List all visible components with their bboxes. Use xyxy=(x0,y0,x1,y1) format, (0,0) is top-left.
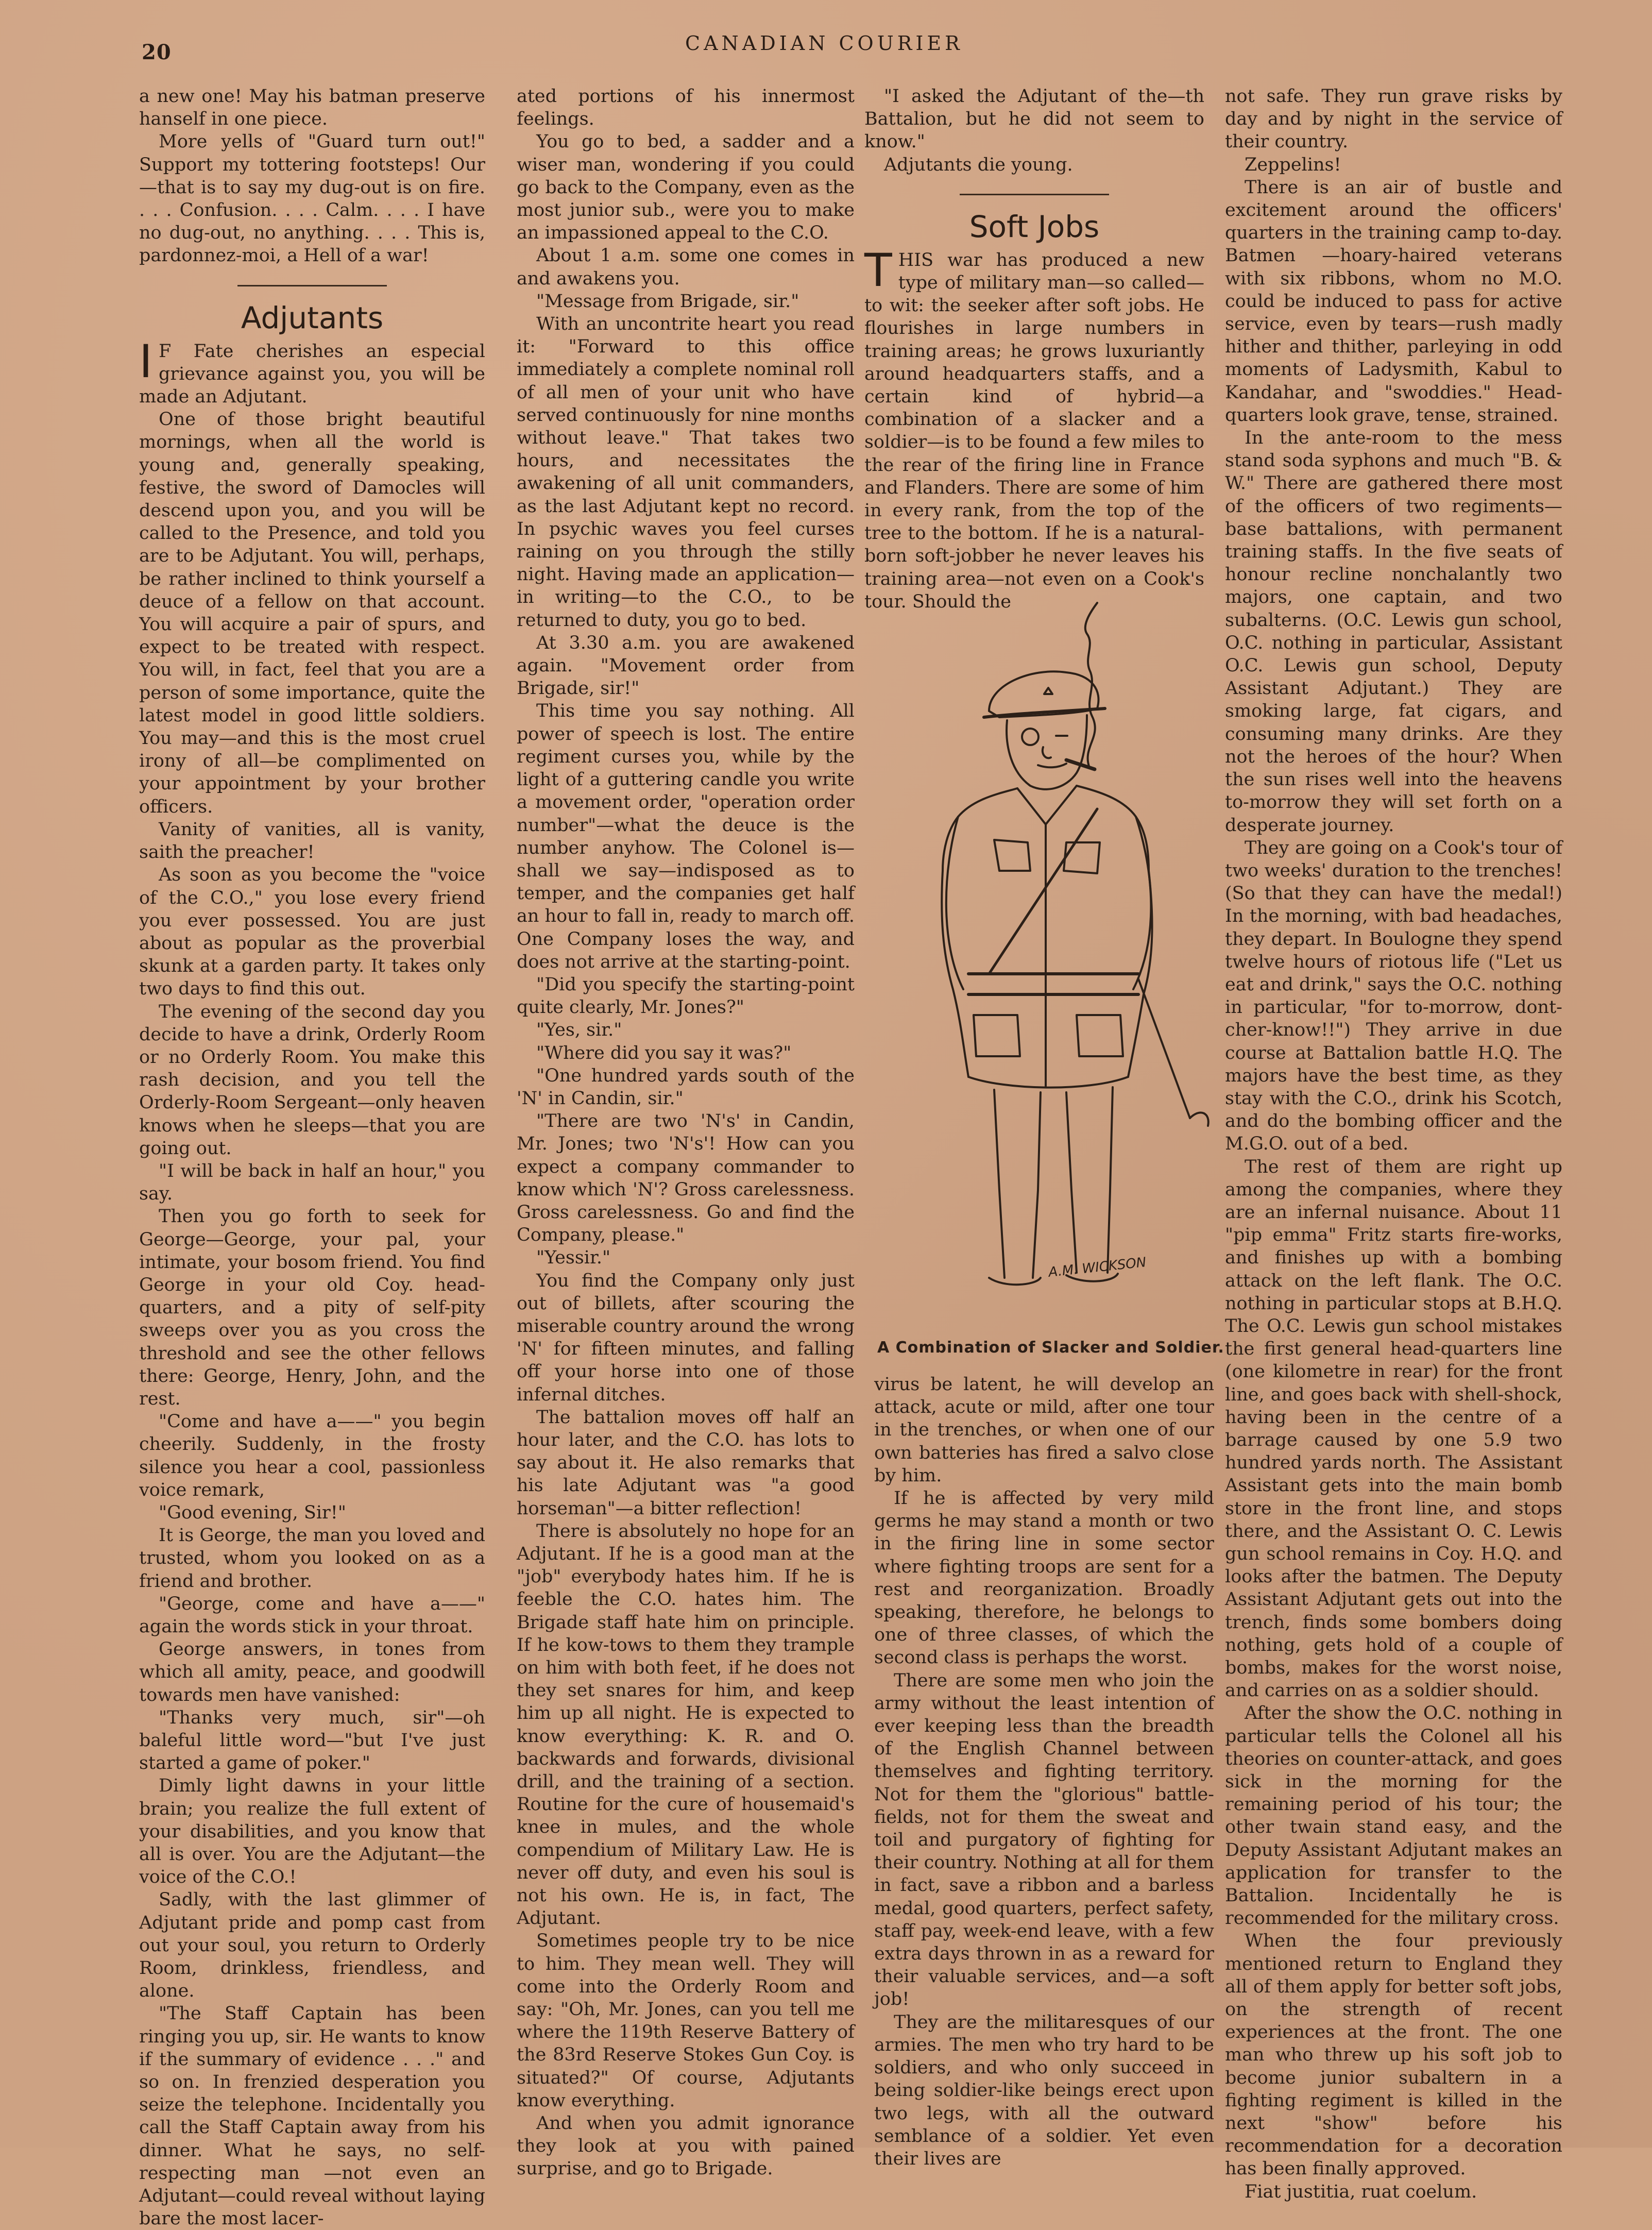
paragraph: "One hundred yards south of the 'N' in Candin, sir." xyxy=(517,1065,855,1109)
soft-jobs-heading: Soft Jobs xyxy=(969,209,1100,244)
paragraph: "I asked the Adjutant of the—th Battalion, but he did not seem to know." xyxy=(864,86,1204,153)
paragraph: More yells of "Guard turn out!" Support my tottering footsteps! Our —that is to say my dug-out is on fire. . . . Confusion. . . . Calm. . . . I have no dug-out, no anything. . . . This is, pardonnez-moi, a Hell of a war! xyxy=(139,131,485,266)
paragraph: a new one! May his batman preserve hanself in one piece. xyxy=(139,86,485,130)
paragraph: Sadly, with the last glimmer of Adjutant pride and pomp cast from out your soul, you return to Orderly Room, drinkless, friendless, and alone. xyxy=(139,1889,485,2002)
paragraph: You find the Company only just out of billets, after scouring the miserable country around the wrong 'N' for fifteen minutes, and falling off your horse into one of those infernal ditches. xyxy=(517,1270,855,1405)
paragraph: "Message from Brigade, sir." xyxy=(536,291,799,312)
col1-intro xyxy=(139,85,485,267)
paragraph: George answers, in tones from which all amity, peace, and goodwill towards men have vanished: xyxy=(139,1639,485,1705)
column-3-bottom xyxy=(874,1373,1214,2170)
column-4 xyxy=(1225,85,1562,2203)
paragraph: The battalion moves off half an hour later, and the C.O. has lots to say about it. He also remarks that his late Adjutant was "a good horseman"—a bitter reflection! xyxy=(517,1407,855,1519)
paragraph: When the four previously mentioned return to England they all of them apply for better soft jobs, on the strength of recent experiences at the front. The one man who threw up his soft job to become junior subaltern in a fighting regiment is killed in the next "show" before his recommendation for a decoration has been finally approved. xyxy=(1225,1931,1562,2180)
column-2 xyxy=(517,85,855,2181)
adjutants-body xyxy=(139,408,485,2230)
paragraph: Vanity of vanities, all is vanity, saith the preacher! xyxy=(139,819,485,863)
paragraph: There is an air of bustle and excitement around the officers' quarters in the training camp to-day. Batmen —hoary-haired veterans with six ribbons, whom no M.O. could be induced to pass for active service, even by tears—rush madly hither and thither, parleying in odd moments of Ladysmith, Kabul to Kandahar, and "swoddies." Head-quarters look grave, tense, strained. xyxy=(1225,177,1562,426)
paragraph: With an uncontrite heart you read it: "Forward to this office immediately a complete nominal roll of all men of your unit who have served continuously for nine months without leave." That takes two hours, and necessitates the awakening of all unit commanders, as the last Adjutant kept no record. In psychic waves you feel curses raining on you through the stilly night. Having made an application—in writing—to the C.O., to be returned to duty, you go to bed. xyxy=(517,314,855,631)
paragraph: This time you say nothing. All power of speech is lost. The entire regiment curses you, while by the light of a guttering candle you write a movement order, "operation order number"—what the deuce is the number anyhow. The Colonel is—shall we say—indisposed as to temper, and the companies get half an hour to fall in, ready to march off. One Company loses the way, and does not arrive at the starting-point. xyxy=(517,701,855,972)
section-divider xyxy=(237,285,387,286)
paragraph: "I will be back in half an hour," you say. xyxy=(139,1160,485,1205)
paragraph: You go to bed, a sadder and a wiser man, wondering if you could go back to the Company, even as the most junior sub., were you to make an impassioned appeal to the C.O. xyxy=(517,131,855,244)
paragraph: One of those bright beautiful mornings, when all the world is young and, generally speaking, festive, the sword of Damocles will descend upon you, and you will be called to the Presence, and told you are to be Adjutant. You will, perhaps, be rather inclined to think yourself a deuce of a fellow on that account. You will acquire a pair of spurs, and expect to be treated with respect. You will, in fact, feel that you are a person of some importance, quite the latest model in good little soldiers. You may—and this is the most cruel irony of all—be complimented on your appointment by your brother officers. xyxy=(139,409,485,817)
drop-cap: I xyxy=(139,334,152,388)
paragraph: There is absolutely no hope for an Adjutant. If he is a good man at the "job" everybody hates him. If he is feeble the C.O. hates him. The Brigade staff hate him on principle. If he kow-tows to them they trample on him with both feet, if he does not they set snares for him, and keep him up all night. He is expected to know everything: K. R. and O. backwards and forwards, divisional drill, and the training of a section. Routine for the cure of housemaid's knee in mules, and the whole compendium of Military Law. He is never off duty, and even his soul is not his own. He is, in fact, The Adjutant. xyxy=(517,1521,855,1929)
paragraph: The rest of them are right up among the companies, where they are an infernal nuisance. About 11 "pip emma" Fritz starts fire-works, and finishes up with a bombing attack on the left flank. The O.C. nothing in particular stops at B.H.Q. The O.C. Lewis gun school mistakes the first general head-quarters line (one kilometre in rear) for the front line, and goes back with shell-shock, having been in the centre of a barrage caused by one 5.9 two hundred yards north. The Assistant Assistant gets into the main bomb store in the front line, and stops there, and the Assistant O. C. Lewis gun school remains in Coy. H.Q. and looks after the batmen. The Deputy Assistant Adjutant gets out into the trench, finds some bombers doing nothing, gets hold of a couple of bombs, makes for the worst noise, and carries on as a soldier should. xyxy=(1225,1156,1562,1701)
paragraph: If he is affected by very mild germs he may stand a month or two in the firing line in some sector where fighting troops are sent for a rest and reorganization. Broadly speaking, therefore, he belongs to one of three classes, of which the second class is perhaps the worst. xyxy=(874,1488,1214,1668)
soft-jobs-first-paragraph xyxy=(864,243,1204,613)
paragraph: Zeppelins! xyxy=(1245,154,1341,175)
paragraph: The evening of the second day you decide to have a drink, Orderly Room or no Orderly Room. You make this rash decision, and you tell the Orderly-Room Sergeant—only heaven knows when he sleeps—that you are going out. xyxy=(139,1001,485,1159)
paragraph: As soon as you become the "voice of the C.O.," you lose every friend you ever possessed. You are just about as popular as the proverbial skunk at a garden party. It takes only two days to find this out. xyxy=(139,865,485,1000)
paragraph: "Thanks very much, sir"—oh baleful little word—"but I've just started a game of poker." xyxy=(139,1707,485,1774)
paragraph: ated portions of his innermost feelings. xyxy=(517,86,855,130)
paragraph: And when you admit ignorance they look at you with pained surprise, and go to Brigade. xyxy=(517,2113,855,2180)
officer-illustration xyxy=(912,582,1231,1319)
paragraph: "Yessir." xyxy=(536,1247,611,1269)
publication-title: CANADIAN COURIER xyxy=(685,32,963,55)
illustration-caption: A Combination of Slacker and Soldier. xyxy=(877,1339,1224,1357)
paragraph: "Did you specify the starting-point quite clearly, Mr. Jones?" xyxy=(517,974,855,1018)
adjutants-first-paragraph xyxy=(139,334,485,409)
section-divider xyxy=(960,194,1109,195)
paragraph: Sometimes people try to be nice to him. They mean well. They will come into the Orderly Room and say: "Oh, Mr. Jones, can you tell me where the 119th Reserve Battery of the 83rd Reserve Stokes Gun Coy. is situated?" Of course, Adjutants know everything. xyxy=(517,1931,855,2111)
paragraph-text: HIS war has produced a new type of military man—so called—to wit: the seeker after soft jobs. He flourishes in large numbers in training areas; he grows luxuriantly around headquarters staffs, and a certain kind of hybrid—a combination of a slacker and a soldier—is to be found a few miles to the rear of the firing line in France and Flanders. There are some of him in every rank, from the top of the tree to the bottom. If he is a natural-born soft-jobber he never leaves his training area—not even on a Cook's tour. Should the xyxy=(864,249,1204,612)
paragraph: not safe. They run grave risks by day and by night in the service of their country. xyxy=(1225,86,1562,153)
paragraph: In the ante-room to the mess stand soda syphons and much "B. & W." There are gathered there most of the officers of two regiments—base battalions, with permanent training staffs. In the five seats of honour recline nonchalantly two majors, one captain, and two subalterns. (O.C. Lewis gun school, O.C. nothing in particular, Assistant O.C. Lewis gun school, Deputy Assistant Adjutant.) They are smoking large, fat cigars, and consuming many drinks. Are they not the heroes of the hour? When the sun rises well into the heavens to-morrow they will set forth on a desperate journey. xyxy=(1225,428,1562,836)
paragraph: Adjutants die young. xyxy=(884,154,1073,175)
column-3-top xyxy=(864,85,1204,613)
paragraph-text: F Fate cherishes an especial grievance against you, you will be made an Adjutant. xyxy=(139,341,485,408)
paragraph: After the show the O.C. nothing in particular tells the Colonel all his theories on counter-attack, and goes sick in the morning for the remaining period of his tour; the other twain stand easy, and the Deputy Assistant Adjutant makes an application for transfer to the Battalion. Incidentally he is recommended for the military cross. xyxy=(1225,1703,1562,1929)
paragraph: They are going on a Cook's tour of two weeks' duration to the trenches! (So that they can have the medal!) In the morning, with bad headaches, they depart. In Boulogne they spend twelve hours of riotous life ("Let us eat and drink," says the O.C. nothing in particular, "for to-morrow, dont-cher-know!!") They arrive in due course at Battalion battle H.Q. The majors have the best time, as they stay with the C.O., drink his Scotch, and do the bombing officer and the M.G.O. out of a bed. xyxy=(1225,837,1562,1155)
paragraph: "Come and have a——" you begin cheerily. Suddenly, in the frosty silence you hear a cool, passionless voice remark, xyxy=(139,1411,485,1500)
paragraph: Fiat justitia, ruat coelum. xyxy=(1245,2181,1477,2202)
paragraph: "The Staff Captain has been ringing you up, sir. He wants to know if the summary of evidence . . ." and so on. In frenzied desperation you seize the telephone. Incidentally you call the Staff Captain away from his dinner. What he says, no self-respecting man —not even an Adjutant—could reveal without laying bare the most lacer- xyxy=(139,2003,485,2229)
paragraph: It is George, the man you loved and trusted, whom you looked on as a friend and brother. xyxy=(139,1525,485,1592)
paragraph: Then you go forth to seek for George—George, your pal, your intimate, your bosom friend. You find George in your old Coy. head-quarters, and a pity of self-pity sweeps over you as you cross the threshold and see the other fellows there: George, Henry, John, and the rest. xyxy=(139,1206,485,1409)
adjutants-heading: Adjutants xyxy=(241,300,384,335)
paragraph: At 3.30 a.m. you are awakened again. "Movement order from Brigade, sir!" xyxy=(517,632,855,699)
paragraph: "Yes, sir." xyxy=(536,1020,622,1041)
paragraph: "Where did you say it was?" xyxy=(536,1042,792,1063)
paragraph: "George, come and have a——" again the words stick in your throat. xyxy=(139,1593,485,1637)
page-number: 20 xyxy=(142,40,172,64)
paragraph: virus be latent, he will develop an attack, acute or mild, after one tour in the trenches, or when one of our own batteries has fired a salvo close by him. xyxy=(874,1374,1214,1486)
illustrator-signature: A.M. WICKSON xyxy=(1047,1255,1147,1280)
drop-cap: T xyxy=(864,243,892,297)
paragraph: There are some men who join the army without the least intention of ever keeping less than the breadth of the English Channel between themselves and fighting territory. Not for them the "glorious" battle-fields, not for them the sweat and toil and purgatory of fighting for their country. Nothing at all for them in fact, save a ribbon and a barless medal, good quarters, perfect safety, staff pay, week-end leave, with a few extra days thrown in as a reward for their valuable services, and—a soft job! xyxy=(874,1670,1214,2010)
paragraph: About 1 a.m. some one comes in and awakens you. xyxy=(517,245,855,289)
paragraph: "There are two 'N's' in Candin, Mr. Jones; two 'N's'! How can you expect a company commander to know which 'N'? Gross carelessness. Gross carelessness. Go and find the Company, please." xyxy=(517,1111,855,1246)
paragraph: They are the militaresques of our armies. The men who try hard to be soldiers, and who only succeed in being soldier-like beings erect upon two legs, with all the outward semblance of a soldier. Yet even their lives are xyxy=(874,2012,1214,2169)
paragraph: Dimly light dawns in your little brain; you realize the full extent of your disabilities, and you know that all is over. You are the Adjutant—the voice of the C.O.! xyxy=(139,1776,485,1888)
paragraph: "Good evening, Sir!" xyxy=(159,1502,346,1523)
column-1 xyxy=(139,85,485,2230)
